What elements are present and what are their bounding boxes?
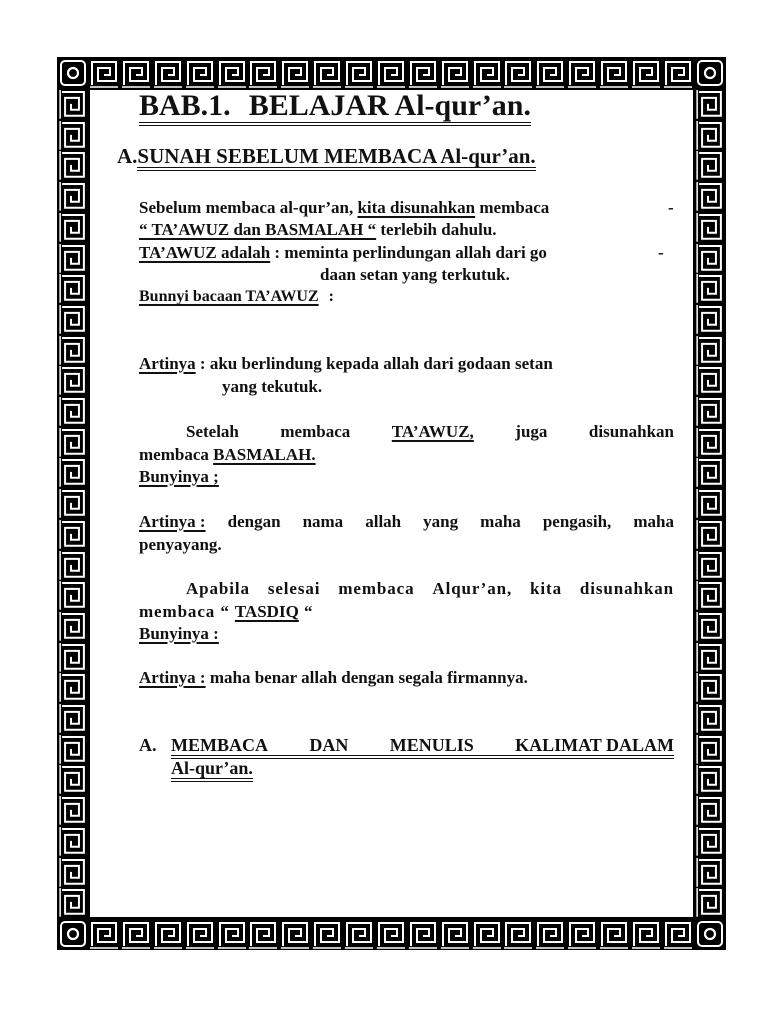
greek-key-tile-icon (312, 918, 343, 950)
word: maha (480, 512, 521, 531)
greek-key-tile-icon (472, 918, 503, 950)
heading-text: Al-qur’an. (171, 759, 253, 782)
greek-key-tile-icon (694, 887, 726, 918)
word: MEMBACA (171, 735, 268, 755)
word: dengan (227, 512, 281, 531)
hyphen-mark: - (668, 198, 674, 217)
greek-key-tile-icon (694, 734, 726, 765)
border-top-band (89, 57, 694, 89)
greek-key-tile-icon (57, 273, 89, 304)
border-right-band (694, 89, 726, 918)
text: membaca “ (139, 602, 230, 621)
greek-key-tile-icon (57, 120, 89, 151)
greek-key-tile-icon (376, 57, 407, 89)
border-bottom-band (89, 918, 694, 950)
word: disunahkan (588, 422, 674, 441)
word: selesai (267, 579, 321, 598)
greek-key-tile-icon (694, 304, 726, 335)
greek-key-tile-icon (535, 57, 566, 89)
underlined-text: BASMALAH. (213, 445, 316, 464)
greek-key-tile-icon (472, 57, 503, 89)
greek-key-tile-icon (344, 57, 375, 89)
greek-key-tile-icon (57, 488, 89, 519)
title-main: BELAJAR Al-qur’an. (248, 89, 531, 122)
greek-key-tile-icon (694, 181, 726, 212)
greek-key-tile-icon (694, 273, 726, 304)
basmalah-intro-line-2 (139, 446, 316, 463)
underlined-text: “ TA’AWUZ dan BASMALAH “ (139, 220, 377, 239)
greek-key-tile-icon (57, 89, 89, 120)
section-marker: A. (117, 144, 138, 168)
section-marker: A. (139, 735, 157, 755)
word: allah (365, 512, 402, 531)
greek-key-tile-icon (57, 396, 89, 427)
word: membaca (338, 579, 415, 598)
corner-circle-icon (694, 57, 726, 89)
greek-key-tile-icon (440, 57, 471, 89)
basmalah-meaning-line-1 (139, 513, 674, 530)
greek-key-tile-icon (567, 57, 598, 89)
tasdiq-sound-label (139, 625, 219, 642)
section-heading (117, 145, 536, 171)
text: membaca (139, 445, 209, 464)
greek-key-tile-icon (694, 795, 726, 826)
greek-key-tile-icon (57, 304, 89, 335)
greek-key-tile-icon (344, 918, 375, 950)
greek-key-tile-icon (57, 243, 89, 274)
greek-key-tile-icon (217, 918, 248, 950)
border-left-band (57, 89, 89, 918)
greek-key-tile-icon (153, 57, 184, 89)
greek-key-tile-icon (663, 57, 694, 89)
greek-key-tile-icon (694, 672, 726, 703)
word: Setelah (186, 422, 239, 441)
greek-key-tile-icon (57, 212, 89, 243)
meaning-text: : aku berlindung kepada allah dari godaan setan (199, 354, 553, 373)
greek-key-tile-icon (57, 857, 89, 888)
section-b-heading-line-1 (171, 736, 674, 759)
corner-circle-icon (57, 57, 89, 89)
tawawuz-meaning (139, 355, 553, 372)
word: yang (423, 512, 459, 531)
greek-key-tile-icon (57, 734, 89, 765)
greek-key-tile-icon (185, 918, 216, 950)
greek-key-tile-icon (694, 550, 726, 581)
corner-circle-icon (694, 918, 726, 950)
word: DAN (309, 735, 349, 755)
greek-key-tile-icon (663, 918, 694, 950)
intro-line-1 (139, 199, 549, 216)
greek-key-tile-icon (694, 457, 726, 488)
greek-key-tile-icon (440, 918, 471, 950)
greek-key-tile-icon (694, 611, 726, 642)
greek-key-tile-icon (694, 703, 726, 734)
greek-key-tile-icon (89, 918, 120, 950)
underlined-word: TA’AWUZ, (391, 422, 474, 441)
greek-key-tile-icon (312, 57, 343, 89)
underlined-text: TASDIQ (234, 602, 299, 621)
greek-key-tile-icon (153, 918, 184, 950)
meaning-continuation: penyayang. (139, 535, 222, 554)
meaning-label: Artinya : (139, 512, 206, 531)
text: membaca (479, 198, 550, 217)
greek-key-tile-icon (694, 580, 726, 611)
section-heading-text: SUNAH SEBELUM MEMBACA Al-qur’an. (137, 145, 535, 171)
greek-key-tile-icon (217, 57, 248, 89)
meaning-label: Artinya : (139, 668, 206, 687)
intro-line-2 (139, 221, 497, 238)
word: maha (633, 512, 674, 531)
greek-key-tile-icon (631, 57, 662, 89)
word: Alqur’an, (432, 579, 513, 598)
title-text (139, 90, 531, 126)
greek-key-tile-icon (280, 57, 311, 89)
tawawuz-definition (139, 244, 547, 261)
underlined-text: kita disunahkan (357, 198, 476, 217)
tasdiq-intro-line-1 (186, 580, 674, 597)
greek-key-tile-icon (57, 642, 89, 673)
page-title (139, 90, 531, 126)
word: pengasih, (542, 512, 612, 531)
basmalah-sound-label (139, 468, 219, 485)
greek-key-tile-icon (694, 826, 726, 857)
greek-key-tile-icon (121, 918, 152, 950)
tasdiq-meaning (139, 669, 528, 686)
greek-key-tile-icon (57, 181, 89, 212)
greek-key-tile-icon (694, 150, 726, 181)
greek-key-tile-icon (503, 57, 534, 89)
greek-key-tile-icon (57, 611, 89, 642)
text: terlebih dahulu. (380, 220, 497, 239)
word: MENULIS (389, 735, 474, 755)
definition-text: : meminta perlindungan allah dari go (274, 243, 547, 262)
greek-key-tile-icon (694, 519, 726, 550)
word: disunahkan (579, 579, 674, 598)
greek-key-tile-icon (694, 335, 726, 366)
greek-key-tile-icon (694, 120, 726, 151)
word: membaca (280, 422, 351, 441)
greek-key-tile-icon (57, 150, 89, 181)
text: “ (303, 602, 314, 621)
greek-key-tile-icon (567, 918, 598, 950)
greek-key-tile-icon (57, 550, 89, 581)
greek-key-tile-icon (631, 918, 662, 950)
greek-key-tile-icon (408, 918, 439, 950)
greek-key-tile-icon (694, 243, 726, 274)
greek-key-tile-icon (599, 57, 630, 89)
greek-key-tile-icon (408, 57, 439, 89)
greek-key-tile-icon (376, 918, 407, 950)
label: Bunyinya : (139, 624, 219, 643)
section-b-heading-line-2 (171, 759, 253, 782)
greek-key-tile-icon (57, 427, 89, 458)
tasdiq-intro-line-2 (139, 603, 313, 620)
greek-key-tile-icon (185, 57, 216, 89)
word: kita (530, 579, 562, 598)
label: Bunnyi bacaan TA’AWUZ (139, 288, 319, 305)
greek-key-tile-icon (694, 857, 726, 888)
greek-key-tile-icon (57, 703, 89, 734)
greek-key-tile-icon (694, 427, 726, 458)
basmalah-intro-line-1 (186, 423, 674, 440)
greek-key-tile-icon (57, 457, 89, 488)
greek-key-tile-icon (57, 887, 89, 918)
greek-key-tile-icon (57, 335, 89, 366)
greek-key-tile-icon (57, 764, 89, 795)
greek-key-tile-icon (694, 642, 726, 673)
label: Bunyinya ; (139, 467, 219, 486)
word: juga (515, 422, 548, 441)
hyphen-mark: - (658, 243, 664, 262)
greek-key-tile-icon (280, 918, 311, 950)
greek-key-tile-icon (57, 365, 89, 396)
greek-key-tile-icon (57, 795, 89, 826)
word: nama (302, 512, 344, 531)
meaning-label: Artinya (139, 354, 196, 373)
greek-key-tile-icon (121, 57, 152, 89)
greek-key-tile-icon (535, 918, 566, 950)
word: KALIMAT DALAM (515, 735, 674, 755)
greek-key-tile-icon (57, 580, 89, 611)
greek-key-tile-icon (57, 826, 89, 857)
tawawuz-sound-label (139, 289, 334, 305)
word: Apabila (186, 579, 250, 598)
term-label: TA’AWUZ adalah (139, 243, 271, 262)
greek-key-tile-icon (694, 488, 726, 519)
greek-key-tile-icon (599, 918, 630, 950)
title-prefix: BAB.1. (139, 89, 231, 122)
definition-continuation: daan setan yang terkutuk. (320, 265, 510, 284)
greek-key-tile-icon (57, 672, 89, 703)
greek-key-tile-icon (694, 89, 726, 120)
greek-key-tile-icon (57, 519, 89, 550)
greek-key-tile-icon (503, 918, 534, 950)
greek-key-tile-icon (694, 764, 726, 795)
greek-key-tile-icon (248, 918, 279, 950)
greek-key-border (57, 57, 726, 950)
text: Sebelum membaca al-qur’an, (139, 198, 354, 217)
corner-circle-icon (57, 918, 89, 950)
greek-key-tile-icon (89, 57, 120, 89)
meaning-continuation: yang tekutuk. (222, 377, 323, 396)
greek-key-tile-icon (694, 396, 726, 427)
greek-key-tile-icon (694, 212, 726, 243)
greek-key-tile-icon (694, 365, 726, 396)
colon: : (328, 288, 334, 305)
meaning-text: maha benar allah dengan segala firmannya. (209, 668, 528, 687)
greek-key-tile-icon (248, 57, 279, 89)
